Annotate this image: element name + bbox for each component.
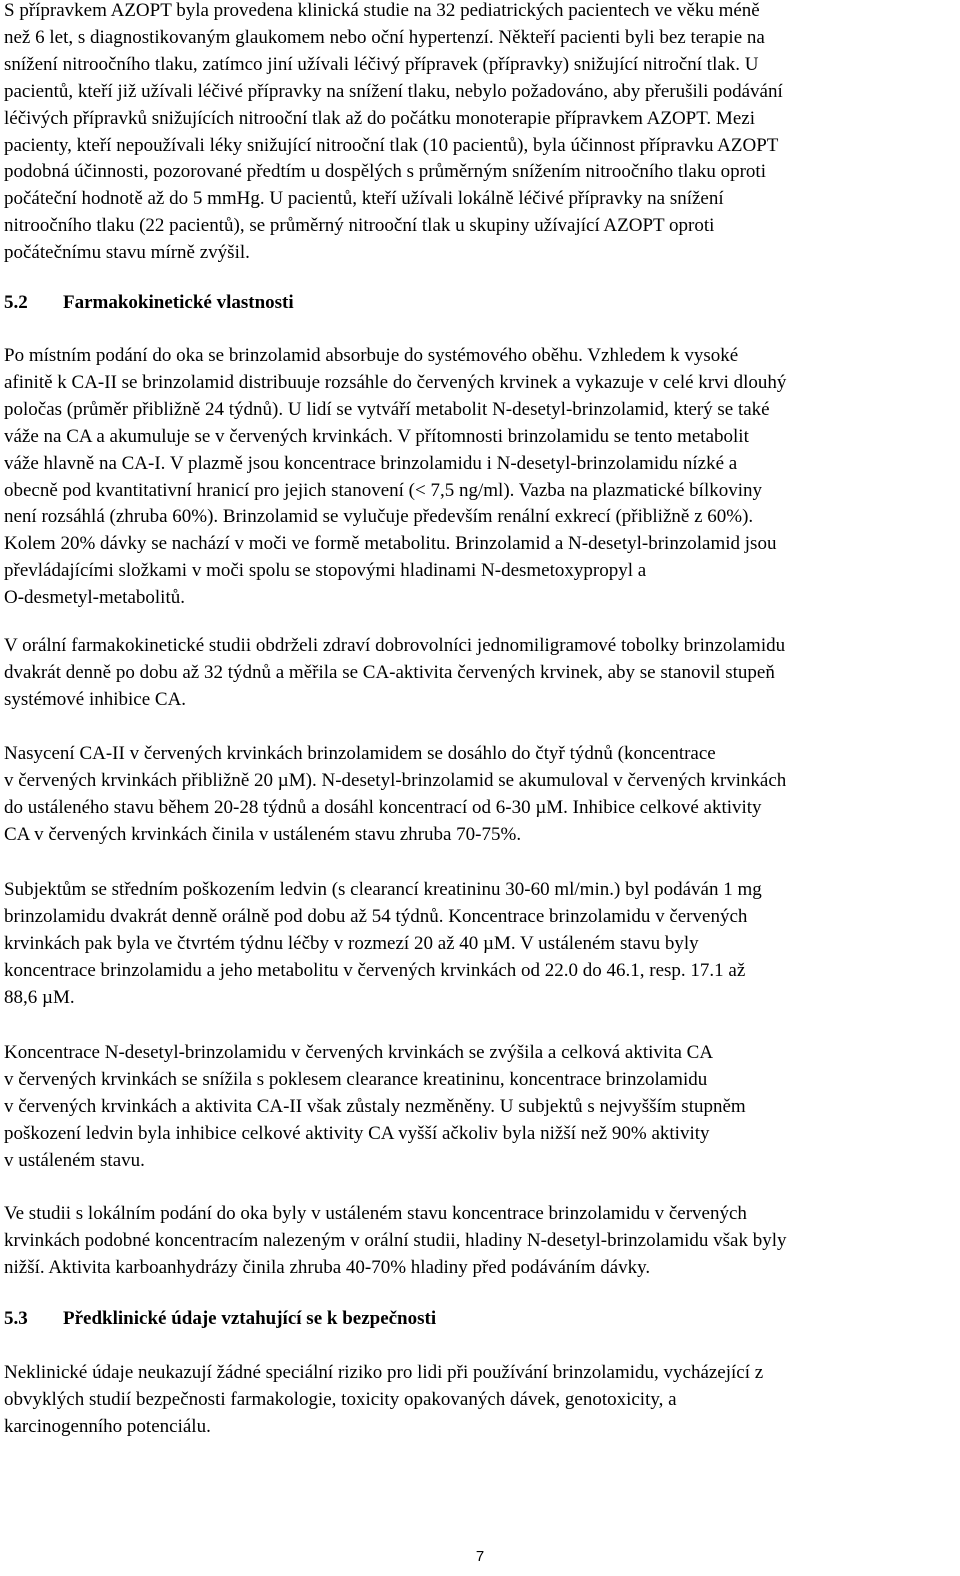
text-line: nižší. Aktivita karboanhydrázy činila zhruba 40-70% hladiny před podáváním dávky. <box>4 1256 651 1278</box>
section-number: 5.2 <box>4 292 28 313</box>
text-line: CA v červených krvinkách činila v ustáleném stavu zhruba 70-75%. <box>4 823 522 845</box>
text-line: V orální farmakokinetické studii obdrželi zdraví dobrovolníci jednomiligramové tobolky brinzolamidu <box>4 635 786 656</box>
text-line: snížení nitroočního tlaku, zatímco jiní užívali léčivý přípravek (přípravky) snižující nitroční tlak. U <box>4 53 759 75</box>
text-line: není rozsáhlá (zhruba 60%). Brinzolamid se vylučuje především renální exkrecí (přibližně z 60%). <box>4 506 754 528</box>
paragraph-saturation <box>4 741 956 849</box>
text-line: počáteční hodnotě až do 5 mmHg. U pacientů, kteří užívali lokálně léčivé přípravky na snížení <box>4 188 724 210</box>
text-line: nitroočního tlaku (22 pacientů), se průměrný nitrooční tlak u skupiny užívající AZOPT oproti <box>4 215 715 237</box>
text-line: brinzolamidu dvakrát denně orálně pod dobu až 54 týdnů. Koncentrace brinzolamidu v červených <box>4 905 748 927</box>
section-title: Předklinické údaje vztahující se k bezpečnosti <box>63 1308 437 1329</box>
text-line: Subjektům se středním poškozením ledvin (s clearancí kreatininu 30-60 ml/min.) byl podáván 1 mg <box>4 879 762 900</box>
text-line: v ustáleném stavu. <box>4 1149 145 1171</box>
text-line: poločas (průměr přibližně 24 týdnů). U lidí se vytváří metabolit N-desetyl-brinzolamid, který se také <box>4 398 770 420</box>
section-heading-5-2 <box>4 290 956 316</box>
page-number: 7 <box>475 1548 485 1565</box>
text-line: váže na CA a akumuluje se v červených krvinkách. V přítomnosti brinzolamidu se tento metabolit <box>4 425 749 447</box>
paragraph-renal-impairment <box>4 877 956 1012</box>
text-line: dvakrát denně po dobu až 32 týdnů a měřila se CA-aktivita červených krvinek, aby se stanovil stupeň <box>4 661 775 683</box>
section-title: Farmakokinetické vlastnosti <box>63 292 294 313</box>
text-line: obecně pod kvantitativní hranicí pro jejich stanovení (< 7,5 ng/ml). Vazba na plazmatické bílkoviny <box>4 479 763 501</box>
text-line: než 6 let, s diagnostikovaným glaukomem nebo oční hypertenzí. Někteří pacienti byli bez terapie na <box>4 26 765 48</box>
section-heading-5-3 <box>4 1306 956 1332</box>
text-line: Po místním podání do oka se brinzolamid absorbuje do systémového oběhu. Vzhledem k vysoké <box>4 345 739 366</box>
paragraph-preclinical <box>4 1360 956 1441</box>
text-line: Kolem 20% dávky se nachází v moči ve formě metabolitu. Brinzolamid a N-desetyl-brinzolamid jsou <box>4 533 777 555</box>
text-line: karcinogenního potenciálu. <box>4 1415 211 1437</box>
text-line: afinitě k CA-II se brinzolamid distribuuje rozsáhle do červených krvinek a vykazuje v celé krvi dlouhý <box>4 371 787 393</box>
text-line: pacientů, kteří již užívali léčivé přípravky na snížení tlaku, nebylo požadováno, aby přerušili podávání <box>4 80 783 102</box>
text-line: převládajícími složkami v moči spolu se stopovými hladinami N-desmetoxypropyl a <box>4 560 647 582</box>
text-line: léčivých přípravků snižujících nitrooční tlak až do počátku monoterapie přípravkem AZOPT. Mezi <box>4 107 755 129</box>
text-line: do ustáleného stavu během 20-28 týdnů a dosáhl koncentrací od 6-30 µM. Inhibice celkové aktivity <box>4 796 762 818</box>
paragraph-oral-study <box>4 633 956 714</box>
paragraph-metabolite-concentration <box>4 1040 956 1175</box>
paragraph-absorption <box>4 343 956 612</box>
text-line: 88,6 µM. <box>4 986 75 1008</box>
text-line: počátečnímu stavu mírně zvýšil. <box>4 242 250 264</box>
text-line: krvinkách podobné koncentracím nalezeným v orální studii, hladiny N-desetyl-brinzolamidu však byly <box>4 1229 787 1251</box>
text-line: Ve studii s lokálním podání do oka byly v ustáleném stavu koncentrace brinzolamidu v červených <box>4 1203 747 1224</box>
text-line: systémové inhibice CA. <box>4 688 187 710</box>
text-line: Nasycení CA-II v červených krvinkách brinzolamidem se dosáhlo do čtyř týdnů (koncentrace <box>4 743 716 764</box>
text-line: koncentrace brinzolamidu a jeho metabolitu v červených krvinkách od 22.0 do 46.1, resp. 17.1 až <box>4 959 746 981</box>
text-line: krvinkách pak byla ve čtvrtém týdnu léčby v rozmezí 20 až 40 µM. V ustáleném stavu byly <box>4 932 699 954</box>
text-line: v červených krvinkách se snížila s poklesem clearance kreatininu, koncentrace brinzolamidu <box>4 1068 708 1090</box>
text-line: Neklinické údaje neukazují žádné speciální riziko pro lidi při používání brinzolamidu, vycházející z <box>4 1362 764 1383</box>
text-line: podobná účinnosti, pozorované předtím u dospělých s průměrným snížením nitroočního tlaku oproti <box>4 161 766 183</box>
text-line: pacienty, kteří nepoužívali léky snižující nitrooční tlak (10 pacientů), byla účinnost přípravku AZOPT <box>4 134 779 156</box>
paragraph-topical-study <box>4 1201 956 1282</box>
section-number: 5.3 <box>4 1308 28 1329</box>
text-line: váže hlavně na CA-I. V plazmě jsou koncentrace brinzolamidu i N-desetyl-brinzolamidu nízké a <box>4 452 738 474</box>
text-line: v červených krvinkách a aktivita CA-II však zůstaly nezměněny. U subjektů s nejvyšším stupněm <box>4 1095 746 1117</box>
paragraph-pediatric-study <box>4 0 956 267</box>
text-line: obvyklých studií bezpečnosti farmakologie, toxicity opakovaných dávek, genotoxicity, a <box>4 1388 677 1410</box>
text-line: S přípravkem AZOPT byla provedena klinická studie na 32 pediatrických pacientech ve věku méně <box>4 0 760 21</box>
text-line: Koncentrace N-desetyl-brinzolamidu v červených krvinkách se zvýšila a celková aktivita CA <box>4 1042 714 1063</box>
text-line: O-desmetyl-metabolitů. <box>4 587 185 609</box>
text-line: v červených krvinkách přibližně 20 µM). N-desetyl-brinzolamid se akumuloval v červených krvinkách <box>4 769 787 791</box>
text-line: poškození ledvin byla inhibice celkové aktivity CA vyšší ačkoliv byla nižší než 90% aktivity <box>4 1122 710 1144</box>
